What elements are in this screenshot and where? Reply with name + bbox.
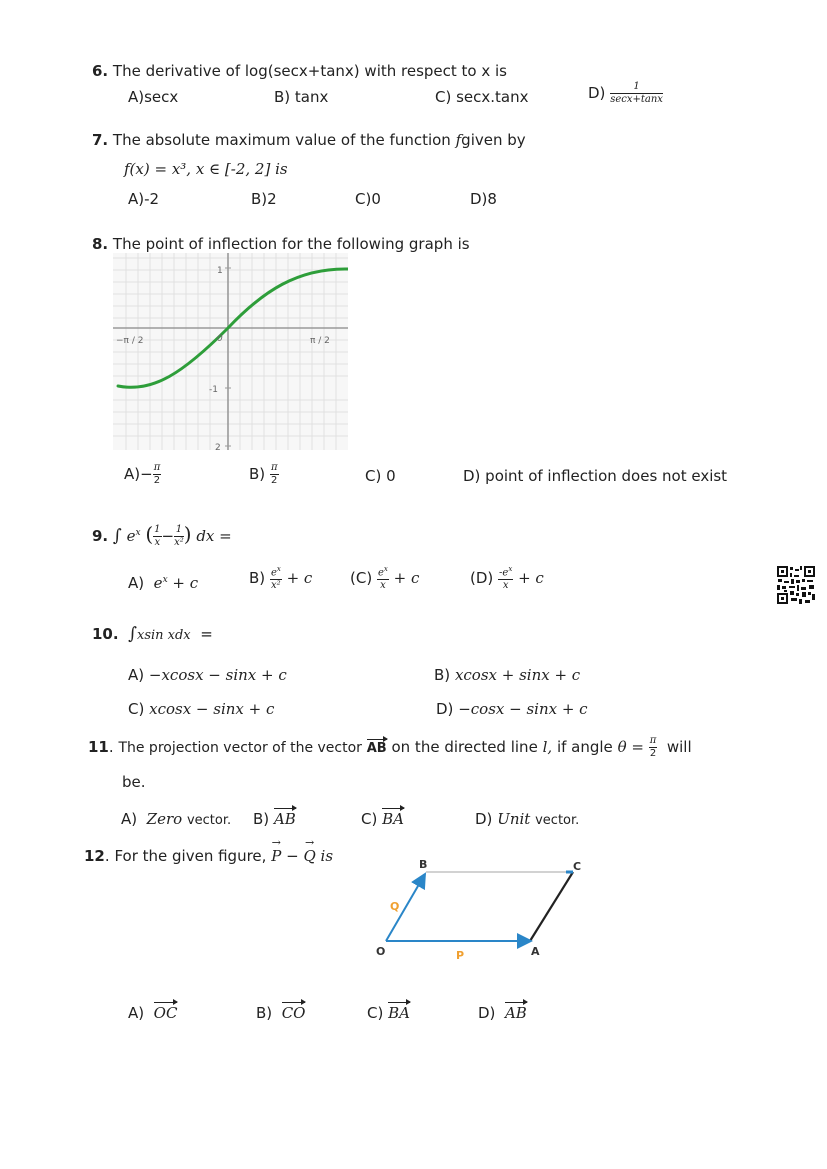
option-text: A)secx (128, 88, 179, 106)
option-label: B) (249, 569, 266, 588)
q8-option-b[interactable] (249, 463, 279, 486)
option-label: D) (475, 810, 493, 828)
function-expression: f(x) = x³, x ∈ [-2, 2] (124, 160, 271, 178)
question-text: is (275, 160, 288, 178)
question-number: 9. (92, 527, 109, 545)
point-b-label: B (419, 858, 428, 871)
option-text: D)8 (470, 190, 497, 208)
vector-ba: BA (382, 810, 404, 828)
point-o-label: O (376, 945, 386, 958)
fraction-denominator: x² (174, 537, 184, 548)
option-label: B) (249, 465, 266, 483)
math-expression: xsin xdx (136, 628, 191, 643)
math-term: dx = (196, 527, 232, 545)
math-term: θ = (617, 738, 644, 756)
question-8 (92, 235, 470, 253)
option-text: C) 0 (365, 467, 396, 485)
q12-option-d[interactable] (478, 1004, 527, 1022)
fraction-numerator: e (377, 567, 384, 579)
option-text: D) point of inflection does not exist (463, 467, 728, 485)
math-term: + c (286, 569, 313, 588)
option-text: Zero (146, 810, 183, 828)
option-text: B)2 (251, 190, 277, 208)
option-text: −xcosx − sinx + c (148, 666, 287, 684)
fraction-numerator: π (649, 735, 657, 746)
question-text: The projection vector of the vector (118, 740, 362, 756)
q6-option-a[interactable] (128, 88, 178, 106)
question-text: given by (461, 131, 526, 149)
edge-ca (530, 872, 573, 941)
question-number: 8. (92, 235, 109, 253)
operator: − (161, 527, 175, 545)
q10-option-b[interactable] (434, 666, 580, 684)
fraction (377, 566, 389, 591)
q9-option-b[interactable] (249, 566, 312, 591)
vector-p-label: P (456, 949, 465, 962)
operator: = (200, 625, 213, 643)
y-tick-label: 2 (215, 443, 221, 450)
point-c-label: C (573, 860, 582, 873)
q7-option-d[interactable] (470, 190, 497, 208)
math-term: e (126, 527, 136, 545)
option-label: A) (121, 810, 138, 828)
question-text: is (320, 847, 334, 865)
question-12 (84, 847, 333, 865)
question-number: 6. (92, 62, 109, 80)
option-label: C) (367, 1004, 384, 1022)
q8-option-a[interactable] (124, 463, 161, 486)
vector-co: CO (281, 1004, 306, 1022)
q8-option-c[interactable] (365, 467, 396, 485)
question-text: The absolute maximum value of the function (112, 131, 451, 149)
question-10 (92, 624, 213, 644)
option-label: (C) (350, 569, 373, 588)
vector-ab: AB (273, 810, 296, 828)
question-text: For the given figure, (114, 847, 267, 865)
x-tick-label: π / 2 (310, 336, 330, 346)
question-text: be. (122, 773, 146, 791)
q10-option-a[interactable] (128, 666, 287, 684)
question-number: 11 (88, 738, 109, 756)
option-text: B) tanx (274, 88, 329, 106)
fraction-denominator: x (502, 580, 509, 592)
q12-option-c[interactable] (367, 1004, 410, 1022)
fraction (153, 525, 161, 548)
math-term: e (153, 574, 163, 592)
q11-option-c[interactable] (361, 810, 404, 828)
option-text: vector. (535, 813, 580, 828)
fraction-numerator: π (270, 462, 278, 473)
q7-option-a[interactable] (128, 190, 159, 208)
option-label: B) (434, 666, 451, 684)
option-label: (D) (470, 569, 494, 588)
fraction-denominator: 2 (153, 475, 161, 486)
option-label: C) (128, 700, 145, 718)
math-term: + c (393, 569, 420, 588)
q7-function (124, 160, 288, 178)
fraction-numerator: 1 (610, 82, 663, 94)
paren: ) (183, 522, 192, 546)
q7-option-c[interactable] (355, 190, 381, 208)
option-label: B) (253, 810, 270, 828)
vector-ab: AB (366, 741, 387, 756)
option-label: B) (256, 1004, 273, 1022)
question-text: The point of inflection for the following graph is (112, 235, 470, 253)
x-tick-label: −π / 2 (116, 336, 144, 346)
vector-oc: OC (153, 1004, 178, 1022)
q6-option-b[interactable] (274, 88, 328, 106)
q9-option-d[interactable] (470, 566, 544, 591)
q6-option-c[interactable] (435, 88, 529, 106)
point-a-label: A (531, 945, 540, 958)
math-term: + c (172, 574, 199, 592)
fraction-numerator: -e (499, 567, 509, 579)
question-number: 10. (92, 625, 119, 643)
question-text: on the directed line (391, 738, 538, 756)
paren: ( (145, 522, 154, 546)
fraction (270, 463, 279, 486)
option-text: xcosx − sinx + c (149, 700, 275, 718)
question-text: if angle (556, 738, 613, 756)
fraction-numerator: 1 (154, 524, 161, 535)
fraction-denominator: 2 (649, 748, 657, 759)
parallelogram-figure (368, 855, 588, 970)
exponent: x (383, 565, 388, 573)
option-text: xcosx + sinx + c (454, 666, 581, 684)
q12-option-a[interactable] (128, 1004, 177, 1022)
fraction (498, 566, 513, 591)
fraction-denominator: x (380, 580, 386, 592)
function-name: f (455, 131, 462, 149)
option-label: D) (436, 700, 454, 718)
q6-option-d[interactable] (588, 82, 663, 105)
question-6 (92, 62, 507, 80)
exponent: x (135, 528, 141, 538)
question-text: The derivative of log(secx+tanx) with respect to x is (112, 62, 507, 80)
option-text: C) secx.tanx (435, 88, 529, 106)
q11-option-b[interactable] (253, 810, 296, 828)
q7-option-b[interactable] (251, 190, 277, 208)
vector-p: → P (271, 847, 281, 865)
fraction-denominator: x (154, 537, 161, 548)
question-number: . (104, 847, 110, 865)
option-text: vector. (186, 813, 232, 828)
fraction (153, 463, 162, 486)
fraction-numerator: 1 (175, 524, 183, 535)
q10-option-d[interactable] (436, 700, 588, 718)
option-label: D) (478, 1004, 496, 1022)
vector-ab: AB (504, 1004, 527, 1022)
q12-option-b[interactable] (256, 1004, 305, 1022)
question-7 (92, 131, 526, 149)
q11-option-a[interactable] (121, 810, 231, 828)
fraction-denominator: x² (271, 580, 281, 592)
question-number: 12 (84, 847, 105, 865)
operator: − (286, 847, 299, 865)
fraction (270, 566, 282, 591)
inflection-graph (113, 253, 348, 450)
exponent: x (276, 565, 281, 573)
fraction (174, 525, 184, 548)
option-text: Unit (497, 810, 531, 828)
qr-code (776, 565, 816, 605)
q8-option-d[interactable] (463, 467, 727, 485)
fraction-denominator: 2 (271, 475, 278, 486)
option-label: A) (128, 574, 145, 592)
option-label: A) (128, 666, 145, 684)
option-label: C) (361, 810, 378, 828)
question-number: . (108, 738, 114, 756)
option-label: D) (588, 84, 606, 102)
fraction (649, 736, 658, 759)
question-9 (92, 522, 232, 548)
question-number: 7. (92, 131, 109, 149)
integral-sign: ∫ (128, 624, 137, 644)
option-label: A)− (124, 465, 153, 483)
fraction-denominator: secx+tanx (610, 94, 663, 105)
origin-label: 0 (217, 334, 223, 344)
y-tick-label: -1 (209, 385, 218, 395)
vector-q-label: Q (390, 900, 400, 913)
integral-sign: ∫ (112, 526, 122, 546)
option-text: A)-2 (128, 190, 160, 208)
fraction (610, 82, 663, 105)
math-term: l, (542, 738, 553, 756)
exponent: x (162, 575, 168, 585)
q9-option-a[interactable] (128, 574, 198, 592)
q11-option-d[interactable] (475, 810, 579, 828)
fraction-numerator: e (270, 567, 277, 579)
vector-ba: BA (388, 1004, 410, 1022)
option-label: A) (128, 1004, 145, 1022)
y-tick-label: 1 (217, 266, 223, 276)
option-text: −cosx − sinx + c (458, 700, 588, 718)
fraction-numerator: π (153, 462, 161, 473)
exponent: x (508, 565, 513, 573)
question-text: will (666, 738, 692, 756)
question-11-continued (122, 773, 146, 791)
option-text: C)0 (355, 190, 381, 208)
q9-option-c[interactable] (350, 566, 419, 591)
q10-option-c[interactable] (128, 700, 274, 718)
question-11 (88, 736, 692, 759)
math-term: + c (518, 569, 544, 588)
vector-q: → Q (303, 847, 315, 865)
